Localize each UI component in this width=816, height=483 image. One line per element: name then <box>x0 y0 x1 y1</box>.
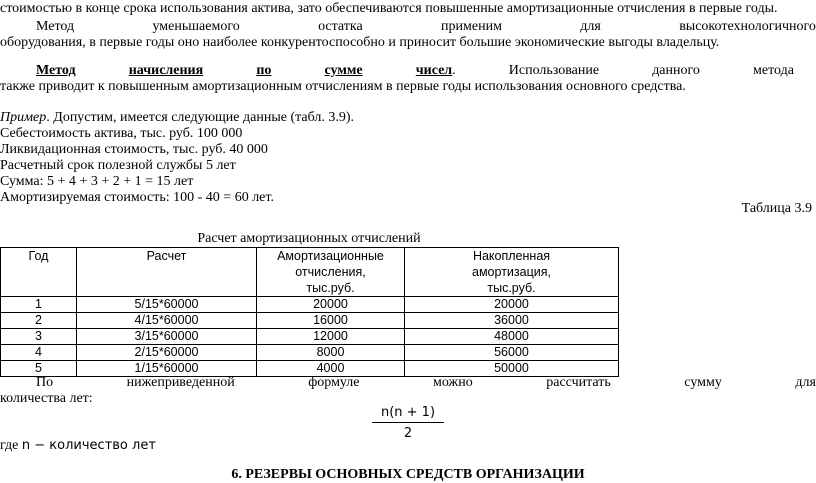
justified-line <box>36 19 816 35</box>
cell-depreciation: 12000 <box>257 329 405 345</box>
formula-intro-line2: количества лет: <box>0 391 93 406</box>
table-row <box>1 297 619 313</box>
cell-year: 5 <box>1 361 77 377</box>
method-heading-line <box>36 63 794 79</box>
example-line: Ликвидационная стоимость, тыс. руб. 40 000 <box>0 142 268 157</box>
heading-word: начисления <box>128 63 204 78</box>
word: рассчитать <box>546 375 611 390</box>
formula-numerator: n(n + 1) <box>372 405 444 423</box>
example-line: Амортизируемая стоимость: 100 - 40 = 60 лет. <box>0 190 274 205</box>
formula-denominator: 2 <box>403 426 413 441</box>
word: Метод <box>36 19 75 34</box>
heading-last <box>416 63 456 79</box>
cell-accumulated: 20000 <box>405 297 619 313</box>
cell-depreciation: 20000 <box>257 297 405 313</box>
word: применим <box>441 19 502 34</box>
table-title: Расчет амортизационных отчислений <box>197 231 421 246</box>
example-line: Сумма: 5 + 4 + 3 + 2 + 1 = 15 лет <box>0 174 194 189</box>
cell-calc: 5/15*60000 <box>77 297 257 313</box>
heading-word: чисел <box>415 63 453 78</box>
where-prefix: где <box>0 438 22 453</box>
example-intro <box>0 110 354 126</box>
paragraph-line: оборудования, в первые годы оно наиболее конкурентоспособно и приносит большие экономические выгоды владельцу. <box>0 35 720 50</box>
cell-calc: 4/15*60000 <box>77 313 257 329</box>
example-line: Себестоимость актива, тыс. руб. 100 000 <box>0 126 243 141</box>
heading-word: Метод <box>36 63 76 78</box>
where-line <box>0 438 156 454</box>
cell-year: 1 <box>1 297 77 313</box>
table-row <box>1 345 619 361</box>
example-line: Расчетный срок полезной службы 5 лет <box>0 158 236 173</box>
cell-depreciation: 8000 <box>257 345 405 361</box>
formula-fraction <box>372 405 444 441</box>
section-heading: 6. РЕЗЕРВЫ ОСНОВНЫХ СРЕДСТВ ОРГАНИЗАЦИИ <box>231 467 585 482</box>
cell-accumulated: 36000 <box>405 313 619 329</box>
cell-accumulated: 56000 <box>405 345 619 361</box>
paragraph-line: также приводит к повышенным амортизационным отчислениям в первые годы использования основного средства. <box>0 79 686 94</box>
word: нижеприведенной <box>126 375 235 390</box>
where-variable: n <box>21 438 31 453</box>
word: можно <box>433 375 473 390</box>
cell-accumulated: 50000 <box>405 361 619 377</box>
table-header-row <box>1 248 619 297</box>
word: формуле <box>308 375 360 390</box>
cell-calc: 3/15*60000 <box>77 329 257 345</box>
word: для <box>580 19 601 34</box>
table-row <box>1 313 619 329</box>
cell-depreciation: 4000 <box>257 361 405 377</box>
heading-punct: . <box>452 63 456 78</box>
word: метода <box>753 63 794 78</box>
word: Использование <box>508 63 600 78</box>
cell-calc: 1/15*60000 <box>77 361 257 377</box>
example-intro-text: . Допустим, имеется следующие данные (табл. 3.9). <box>46 110 355 125</box>
amortization-table <box>0 247 619 377</box>
cell-year: 2 <box>1 313 77 329</box>
cell-year: 3 <box>1 329 77 345</box>
heading-word: сумме <box>324 63 363 78</box>
word: уменьшаемого <box>152 19 240 34</box>
header-accumulated: Накопленная амортизация, тыс.руб. <box>405 248 619 297</box>
word: сумму <box>684 375 722 390</box>
formula-intro-line <box>36 375 816 391</box>
table-label: Таблица 3.9 <box>741 201 812 216</box>
header-depreciation: Амортизационные отчисления, тыс.руб. <box>257 248 405 297</box>
cell-calc: 2/15*60000 <box>77 345 257 361</box>
word: для <box>795 375 816 390</box>
example-label: Пример <box>0 110 47 125</box>
paragraph-line: стоимостью в конце срока использования актива, зато обеспечиваются повышенные амортизационные отчисления в первые годы. <box>0 1 778 16</box>
cell-accumulated: 48000 <box>405 329 619 345</box>
where-rest: − количество лет <box>30 438 156 453</box>
table-row <box>1 329 619 345</box>
cell-depreciation: 16000 <box>257 313 405 329</box>
word: высокотехнологичного <box>679 19 816 34</box>
header-calc: Расчет <box>77 248 257 297</box>
word: данного <box>652 63 700 78</box>
header-year: Год <box>1 248 77 297</box>
word: остатка <box>318 19 363 34</box>
word: По <box>36 375 54 390</box>
heading-word: по <box>256 63 272 78</box>
cell-year: 4 <box>1 345 77 361</box>
